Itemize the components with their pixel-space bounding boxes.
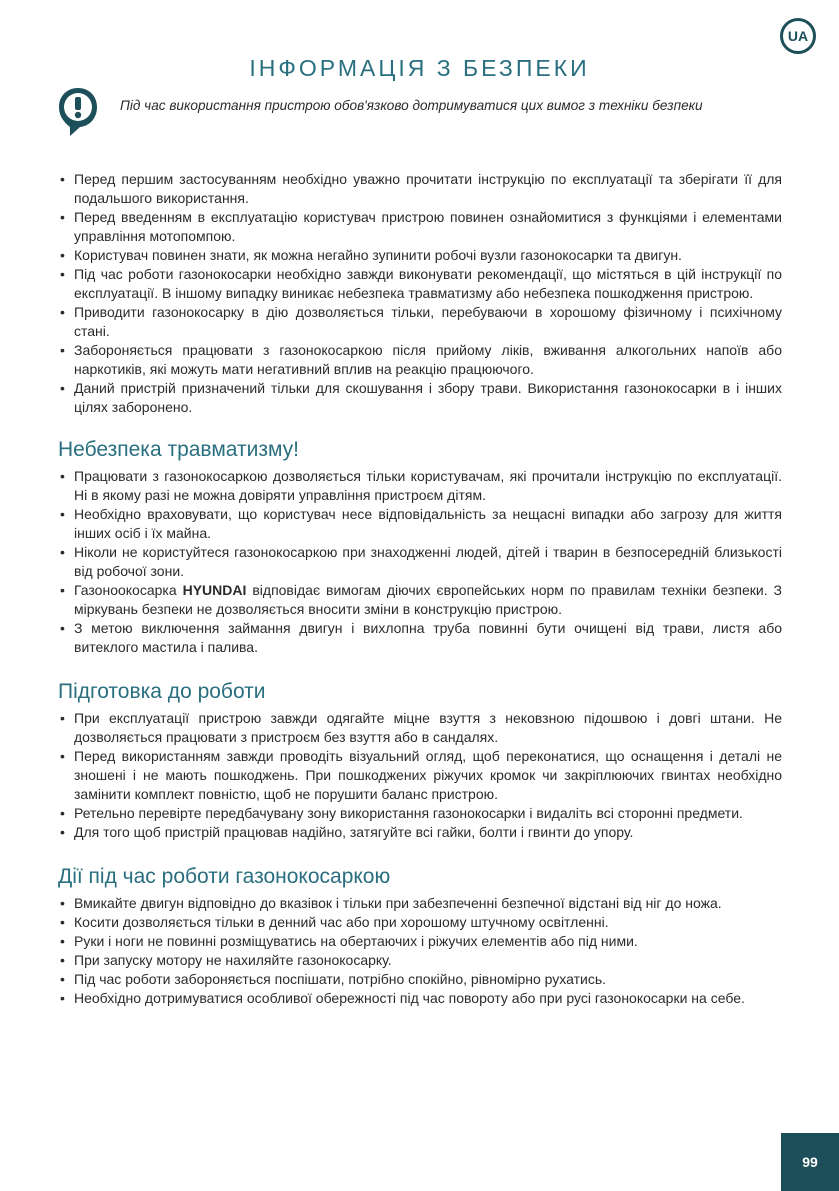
general-safety-list — [58, 170, 782, 417]
section-title-injury: Небезпека травматизму! — [58, 438, 299, 461]
list-item-text: відповідає вимогам діючих європейських норм по правилам техніки безпеки. З міркувань безпеки не дозволяється вносити зміни в конструкцію пристрою. — [74, 582, 782, 617]
list-item: • Даний пристрій призначений тільки для скошування і збору трави. Використання газонокосарки в і інших цілях заборонено. — [58, 379, 782, 417]
list-item: • Необхідно дотримуватися особливої обережності під час повороту або при русі газонокосарки на себе. — [58, 989, 782, 1008]
list-item-text: Газоноокосарка — [74, 582, 183, 598]
brand-name: HYUNDAI — [182, 582, 247, 598]
list-item: • Ніколи не користуйтеся газонокосаркою при знаходженні людей, дітей і тварин в безпосередній близькості від робочої зони. — [58, 543, 782, 581]
operation-list — [58, 894, 782, 1008]
page-number: 99 — [781, 1133, 839, 1191]
list-item: • Перед введенням в експлуатацію користувач пристрою повинен ознайомитися з функціями і елементами управління мотопомпою. — [58, 208, 782, 246]
list-item: • При запуску мотору не нахиляйте газонокосарку. — [58, 951, 782, 970]
list-item: • Вмикайте двигун відповідно до вказівок і тільки при забезпеченні безпечної відстані від ніг до ножа. — [58, 894, 782, 913]
list-item: • Руки і ноги не повинні розміщуватись на обертаючих і ріжучих елементів або під ними. — [58, 932, 782, 951]
section-title-preparation: Підготовка до роботи — [58, 680, 266, 703]
list-item: • Необхідно враховувати, що користувач несе відповідальність за нещасні випадки або загрозу для життя інших осіб і їх майна. — [58, 505, 782, 543]
list-item: • Для того щоб пристрій працював надійно, затягуйте всі гайки, болти і гвинти до упору. — [58, 823, 782, 842]
exclamation-pin-icon — [57, 86, 99, 138]
list-item: • Приводити газонокосарку в дію дозволяється тільки, перебуваючи в хорошому фізичному і психічному стані. — [58, 303, 782, 341]
list-item — [58, 581, 782, 619]
list-item: • При експлуатації пристрою завжди одягайте міцне взуття з нековзною підошвою і довгі штани. Не дозволяється працювати з пристроєм без взуття або в сандалях. — [58, 709, 782, 747]
list-item: • Перед першим застосуванням необхідно уважно прочитати інструкцію по експлуатації та зберігати її для подальшого використання. — [58, 170, 782, 208]
list-item: • З метою виключення займання двигун і вихлопна труба повинні бути очищені від трави, листя або витеклого мастила і палива. — [58, 619, 782, 657]
main-content — [58, 170, 782, 1008]
injury-list — [58, 467, 782, 657]
list-item: • Під час роботи забороняється поспішати, потрібно спокійно, рівномірно рухатись. — [58, 970, 782, 989]
list-item: • Перед використанням завжди проводіть візуальний огляд, щоб переконатися, що оснащення і деталі не зношені і не мають пошкоджень. При пошкоджених ріжучих кромок чи закріплюючих гвинтах необхідно замінити комплект повністю, щоб не порушити баланс пристрою. — [58, 747, 782, 804]
list-item: • Косити дозволяється тільки в денний час або при хорошому штучному освітленні. — [58, 913, 782, 932]
list-item: • Ретельно перевірте передбачувану зону використання газонокосарки і видаліть всі сторонні предмети. — [58, 804, 782, 823]
list-item: • Працювати з газонокосаркою дозволяється тільки користувачам, які прочитали інструкцію по експлуатації. Ні в якому разі не можна довіряти управління пристроєм дітям. — [58, 467, 782, 505]
intro-text: Під час використання пристрою обов'язково дотримуватися цих вимог з техніки безпеки — [120, 98, 703, 113]
list-item: • Користувач повинен знати, як можна негайно зупинити робочі вузли газонокосарки та двигун. — [58, 246, 782, 265]
list-item: • Забороняється працювати з газонокосаркою після прийому ліків, вживання алкогольних напоїв або наркотиків, які можуть мати негативний вплив на реакцію працюючого. — [58, 341, 782, 379]
list-item: • Під час роботи газонокосарки необхідно завжди виконувати рекомендації, що містяться в цій інструкції по експлуатації. В іншому випадку виникає небезпека травматизму або небезпека пошкодження пристрою. — [58, 265, 782, 303]
section-title-operation: Дії під час роботи газонокосаркою — [58, 865, 391, 888]
page-title: ІНФОРМАЦІЯ З БЕЗПЕКИ — [249, 55, 590, 81]
preparation-list — [58, 709, 782, 842]
language-badge: UA — [780, 18, 816, 54]
